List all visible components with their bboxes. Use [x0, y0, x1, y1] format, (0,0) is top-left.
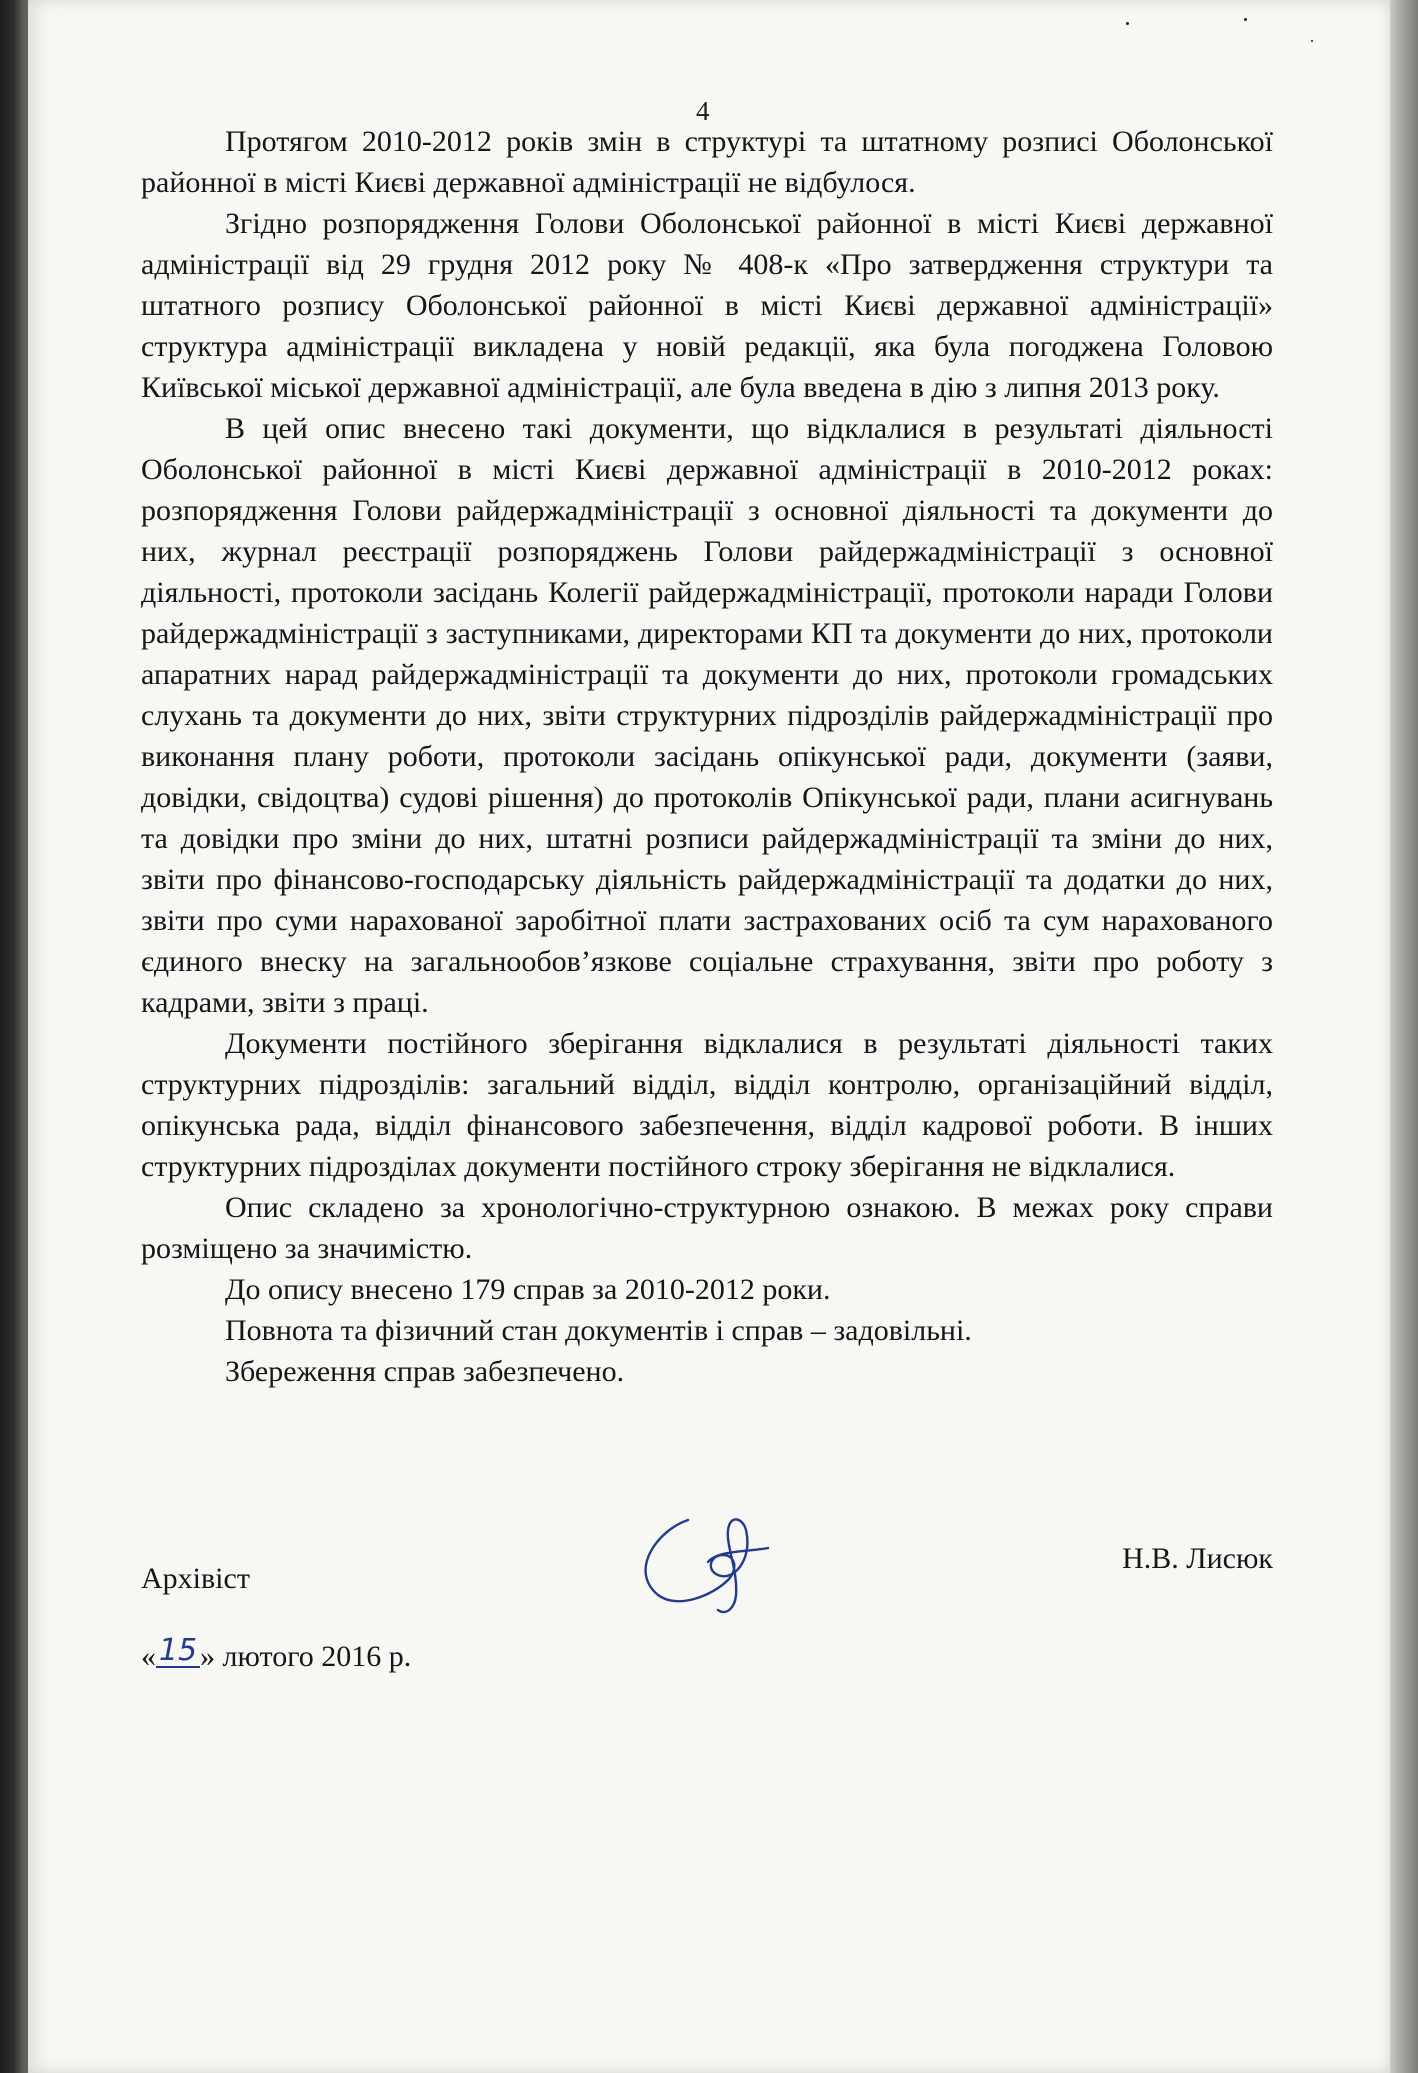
signer-title: Архівіст — [141, 1562, 250, 1595]
paragraph-order-408k: Згідно розпорядження Голови Оболонської районної в місті Києві державної адміністрації від 29 грудня 2012 року № 408-к «Про затвердження структури та штатного розпису Оболонської районної в місті Києві державної адміністрації» структура адміністрації викладена у новій редакції, яка була погоджена Головою Київської міської державної адміністрації, але була введена в дію з липня 2013 року. — [141, 207, 1273, 404]
page-number: 4 — [696, 96, 710, 126]
paragraph-structure-unchanged: Протягом 2010-2012 років змін в структурі та штатному розписі Оболонської районної в місті Києві державної адміністрації не відбулося. — [141, 125, 1273, 199]
paragraph-documents-included: В цей опис внесено такі документи, що відклалися в результаті діяльності Оболонської районної в місті Києві державної адміністрації в 2010-2012 роках: розпорядження Голови райдержадміністрації з основної діяльності та документи до них, журнал реєстрації розпоряджень Голови райдержадміністрації з основної діяльності, протоколи засідань Колегії райдержадміністрації, протоколи наради Голови райдержадміністрації з заступниками, директорами КП та документи до них, протоколи апаратних нарад райдержадміністрації та документи до них, протоколи громадських слухань та документи до них, звіти структурних підрозділів райдержадміністрації про виконання плану роботи, протоколи засідань опікунської ради, документи (заяви, довідки, свідоцтва) судові рішення) до протоколів Опікунської ради, плани асигнувань та довідки про зміни до них, штатні розписи райдержадміністрації та зміни до них, звіти про фінансово-господарську діяльність райдержадміністрації та додатки до них, звіти про суми нарахованої заробітної плати застрахованих осіб та сум нарахованого єдиного внеску на загальнообов’язкове соціальне страхування, звіти про роботу з кадрами, звіти з праці. — [141, 412, 1273, 1019]
paragraph-condition: Повнота та фізичний стан документів і справ – задовільні. — [225, 1314, 972, 1347]
show-through-from-reverse — [353, 1470, 1253, 1506]
scan-speck — [1126, 22, 1129, 25]
document-body — [141, 121, 1273, 1392]
date-day-handwritten: 15 — [156, 1636, 200, 1668]
date-month-year: лютого 2016 р. — [215, 1640, 412, 1673]
date-close-quote: » — [200, 1640, 215, 1673]
handwritten-signature — [618, 1500, 778, 1620]
document-page — [28, 0, 1390, 2073]
scan-right-edge — [1390, 0, 1418, 2073]
paragraph-permanent-storage: Документи постійного зберігання відклалися в результаті діяльності таких структурних підрозділів: загальний відділ, відділ контролю, організаційний відділ, опікунська рада, відділ фінансового забезпечення, відділ кадрової роботи. В інших структурних підрозділах документи постійного строку зберігання не відклалися. — [141, 1027, 1273, 1183]
paragraph-arrangement: Опис складено за хронологічно-структурною ознакою. В межах року справи розміщено за значимістю. — [141, 1191, 1273, 1265]
paragraph-preservation: Збереження справ забезпечено. — [225, 1355, 625, 1388]
date-open-quote: « — [141, 1640, 156, 1673]
paragraph-file-count: До опису внесено 179 справ за 2010-2012 роки. — [225, 1273, 831, 1306]
scan-speck — [1244, 18, 1247, 21]
scan-speck — [1311, 40, 1313, 42]
signature-date — [141, 1633, 412, 1674]
signer-name: Н.В. Лисюк — [1122, 1542, 1273, 1575]
